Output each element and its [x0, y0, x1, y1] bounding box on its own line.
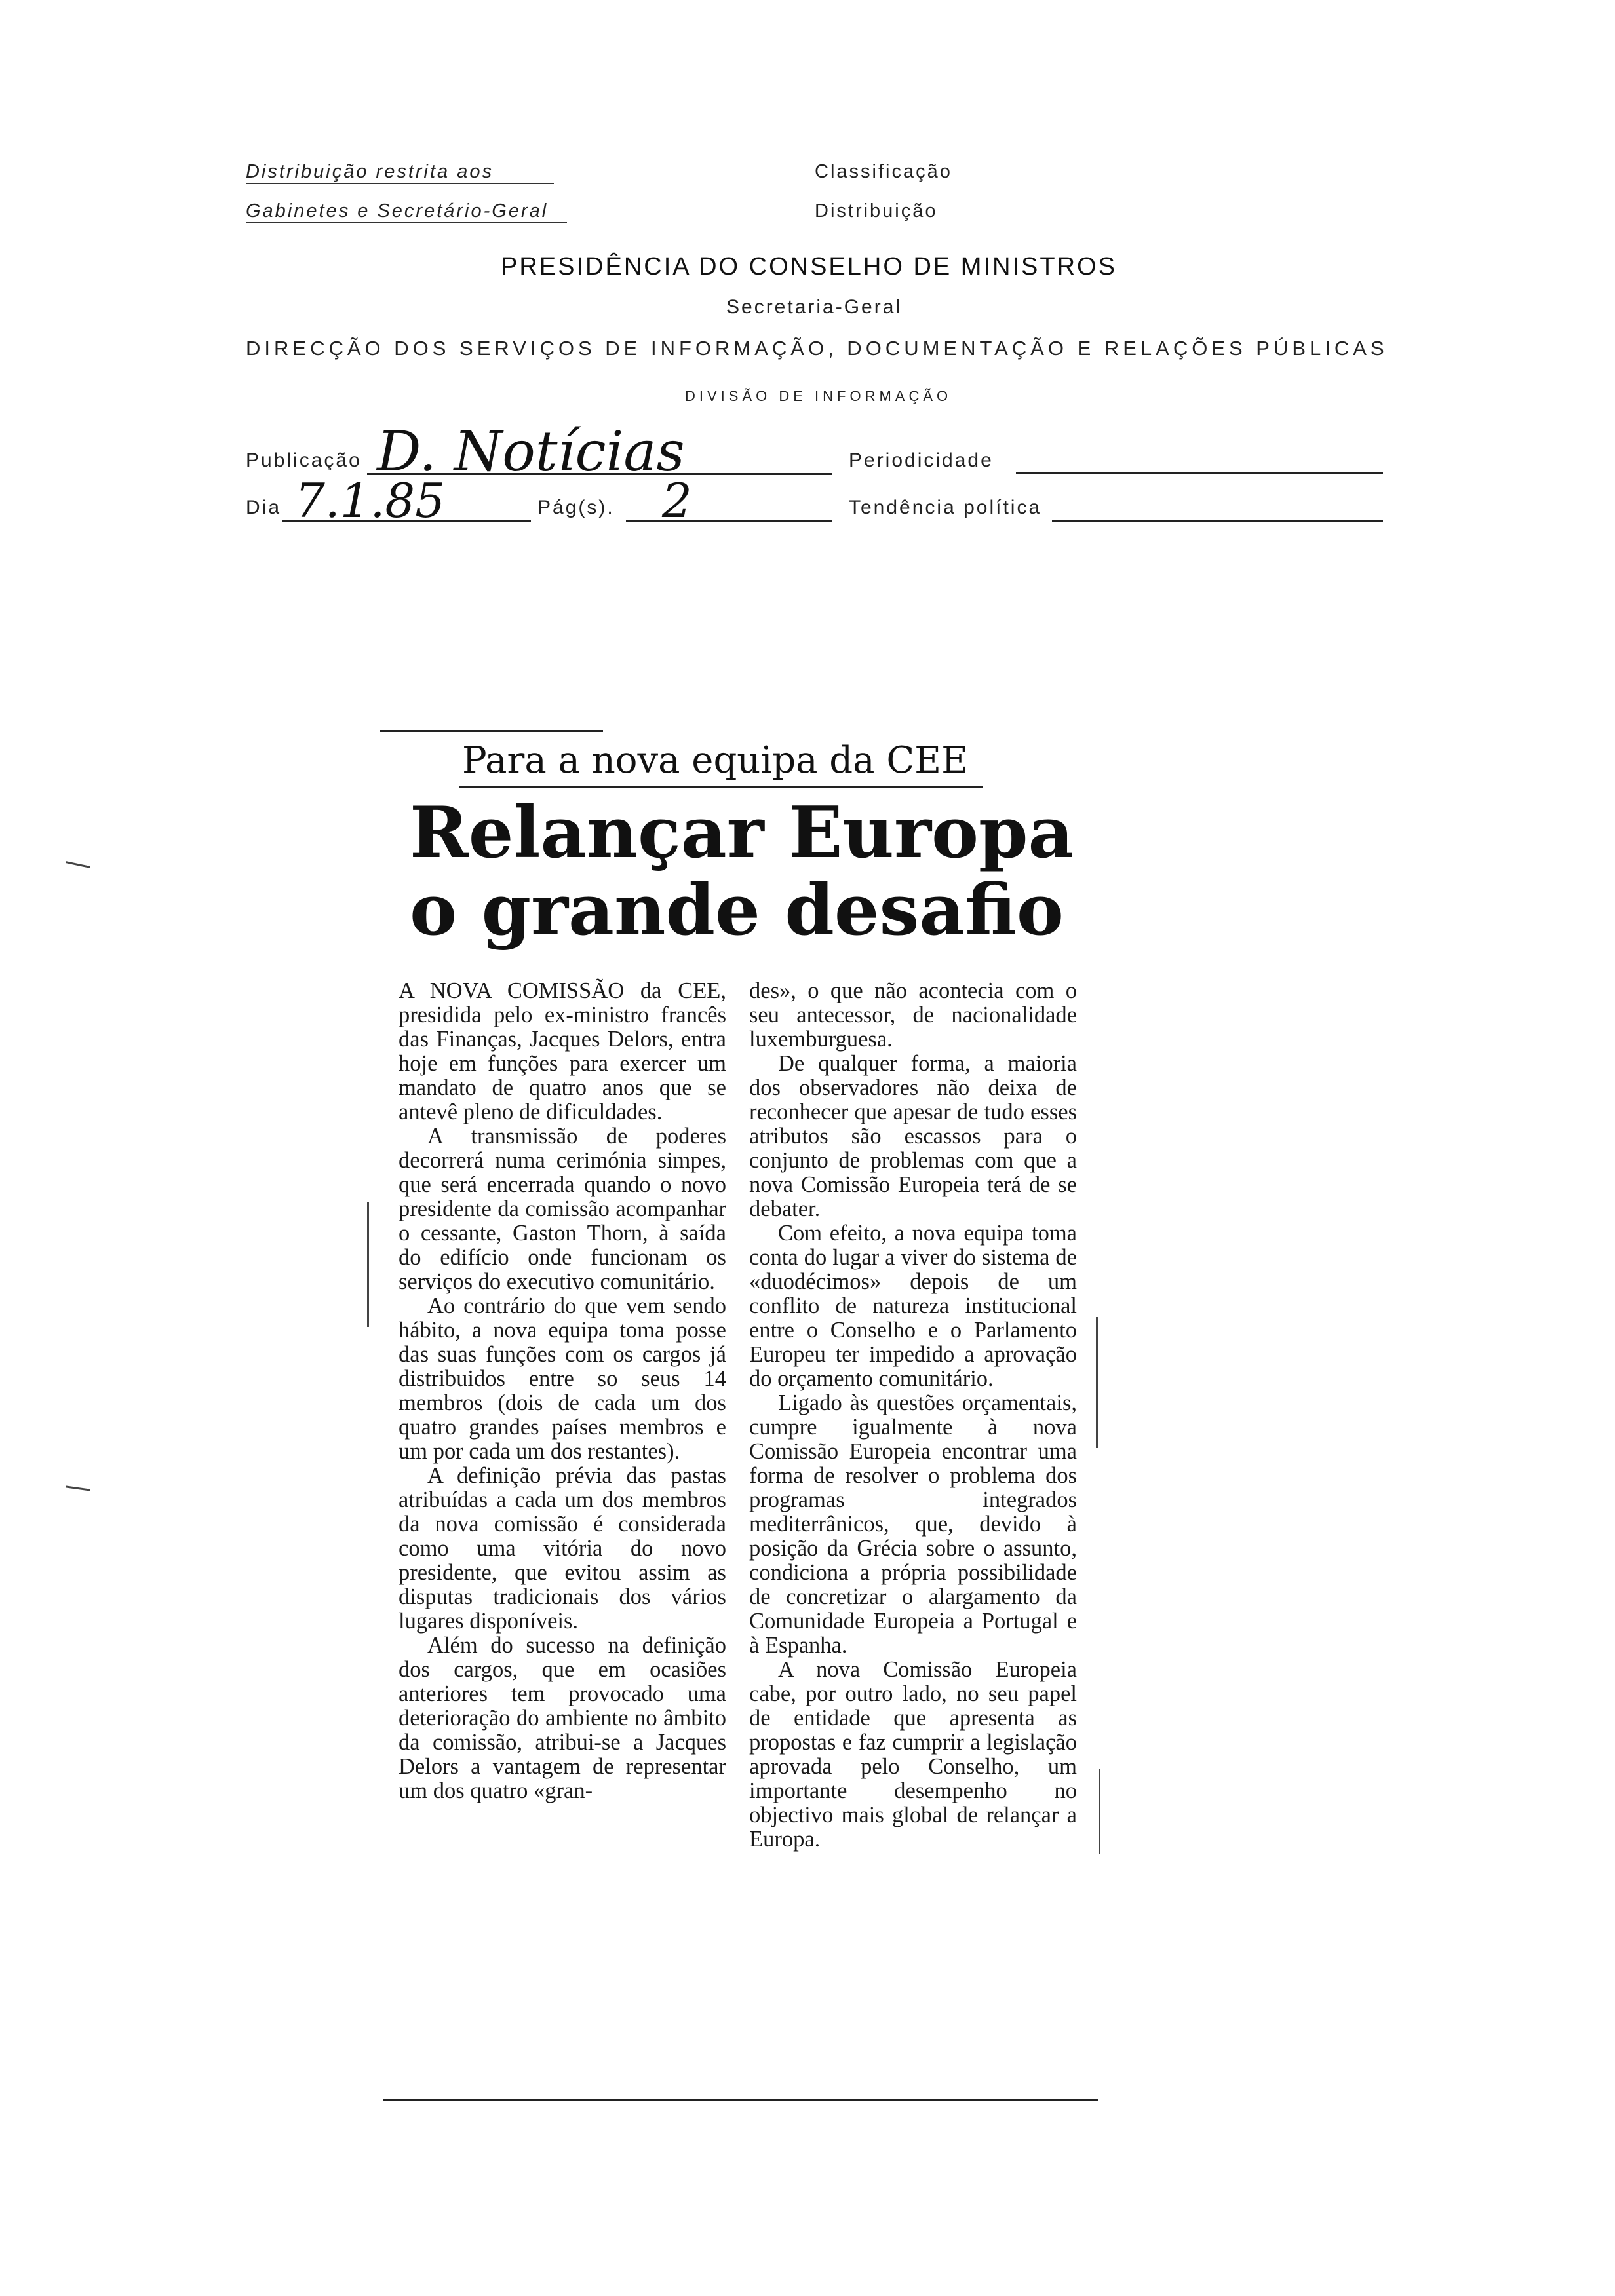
directorate-line: DIRECÇÃO DOS SERVIÇOS DE INFORMAÇÃO, DOCUMENTAÇÃO E RELAÇÕES PÚBLICAS: [246, 337, 1388, 360]
periodicity-label: Periodicidade: [849, 450, 994, 471]
paragraph: De qualquer forma, a maioria dos observadores não deixa de reconhecer que apesar de tudo esses atributos são escassos para o conjunto de problemas com que a nova Comissão Europeia terá de se debater.: [749, 1051, 1077, 1221]
tendency-label: Tendência política: [849, 497, 1042, 518]
paragraph: Ao contrário do que vem sendo hábito, a nova equipa toma posse das suas funções com os cargos já distribuidos entre so seus 14 membros (dois de cada um dos quatro grandes países membros e um por cada um dos restantes).: [399, 1293, 726, 1464]
paragraph: Além do sucesso na definição dos cargos, que em ocasiões anteriores tem provocado uma deterioração do ambiente no âmbito da comissão, atribui-se a Jacques Delors a vantagem de representar um dos quatro «gran-: [399, 1633, 726, 1803]
paragraph: Com efeito, a nova equipa toma conta do lugar a viver do sistema de «duodécimos» depois de um conflito de natureza institucional entre o Conselho e o Parlamento Europeu ter impedido a aprovação do orçamento comunitário.: [749, 1221, 1077, 1391]
pages-handwritten-value: 2: [662, 473, 692, 528]
periodicity-line: [1016, 472, 1383, 474]
day-label: Dia: [246, 497, 282, 518]
paragraph: des», o que não acontecia com o seu antecessor, de nacionalidade luxemburguesa.: [749, 978, 1077, 1052]
paragraph: A NOVA COMISSÃO da CEE, presidida pelo ex-ministro francês das Finanças, Jacques Delors, entra hoje em funções para exercer um mandato de quatro anos que se antevê pleno de dificuldades.: [399, 978, 726, 1124]
distribution-label: Distribuição: [815, 201, 938, 221]
margin-line-mark: [1096, 1317, 1098, 1448]
organization-title: PRESIDÊNCIA DO CONSELHO DE MINISTROS: [501, 253, 1117, 280]
publication-handwritten-value: D. Notícias: [377, 419, 685, 484]
division-line: DIVISÃO DE INFORMAÇÃO: [685, 388, 952, 404]
scan-mark: [66, 861, 90, 868]
article-top-rule: [380, 730, 603, 732]
article-bottom-rule: [383, 2099, 1098, 2101]
headline-line2: o grande desafio: [410, 869, 1064, 951]
kicker-underline: [459, 786, 983, 788]
pages-label: Pág(s).: [537, 497, 615, 518]
scan-mark: [66, 1485, 90, 1491]
classification-label: Classificação: [815, 161, 952, 182]
article-left-column: [399, 979, 726, 1803]
secretariat-subtitle: Secretaria-Geral: [726, 296, 903, 318]
headline-line1: Relançar Europa: [410, 792, 1074, 874]
pages-line: [626, 520, 832, 522]
margin-line-mark: [1099, 1769, 1100, 1854]
tendency-line: [1052, 520, 1383, 522]
margin-line-mark: [367, 1202, 369, 1327]
article-kicker: Para a nova equipa da CEE: [462, 739, 968, 782]
day-handwritten-value: 7.1.85: [295, 473, 446, 528]
distribution-note-line2: Gabinetes e Secretário-Geral: [246, 201, 567, 223]
paragraph: A transmissão de poderes decorrerá numa cerimónia simpes, que será encerrada quando o novo presidente da comissão acompanhar o cessante, Gaston Thorn, à saída do edifício onde funcionam os serviços do executivo comunitário.: [399, 1124, 726, 1294]
distribution-note-line1: Distribuição restrita aos: [246, 161, 554, 184]
publication-label: Publicação: [246, 450, 362, 471]
paragraph: Ligado às questões orçamentais, cumpre igualmente à nova Comissão Europeia encontrar uma forma de resolver o problema dos programas integrados mediterrânicos, que, devido à posição da Grécia sobre o assunto, condiciona a própria possibilidade de concretizar o alargamento da Comunidade Europeia a Portugal e à Espanha.: [749, 1390, 1077, 1658]
article-right-column: [749, 979, 1077, 1852]
paragraph: A nova Comissão Europeia cabe, por outro lado, no seu papel de entidade que apresenta as propostas e faz cumprir a legislação aprovada pelo Conselho, um importante desempenho no objectivo mais global de relançar a Europa.: [749, 1657, 1077, 1852]
paragraph: A definição prévia das pastas atribuídas a cada um dos membros da nova comissão é considerada como uma vitória do novo presidente, que evitou assim as disputas tradicionais dos vários lugares disponíveis.: [399, 1463, 726, 1634]
